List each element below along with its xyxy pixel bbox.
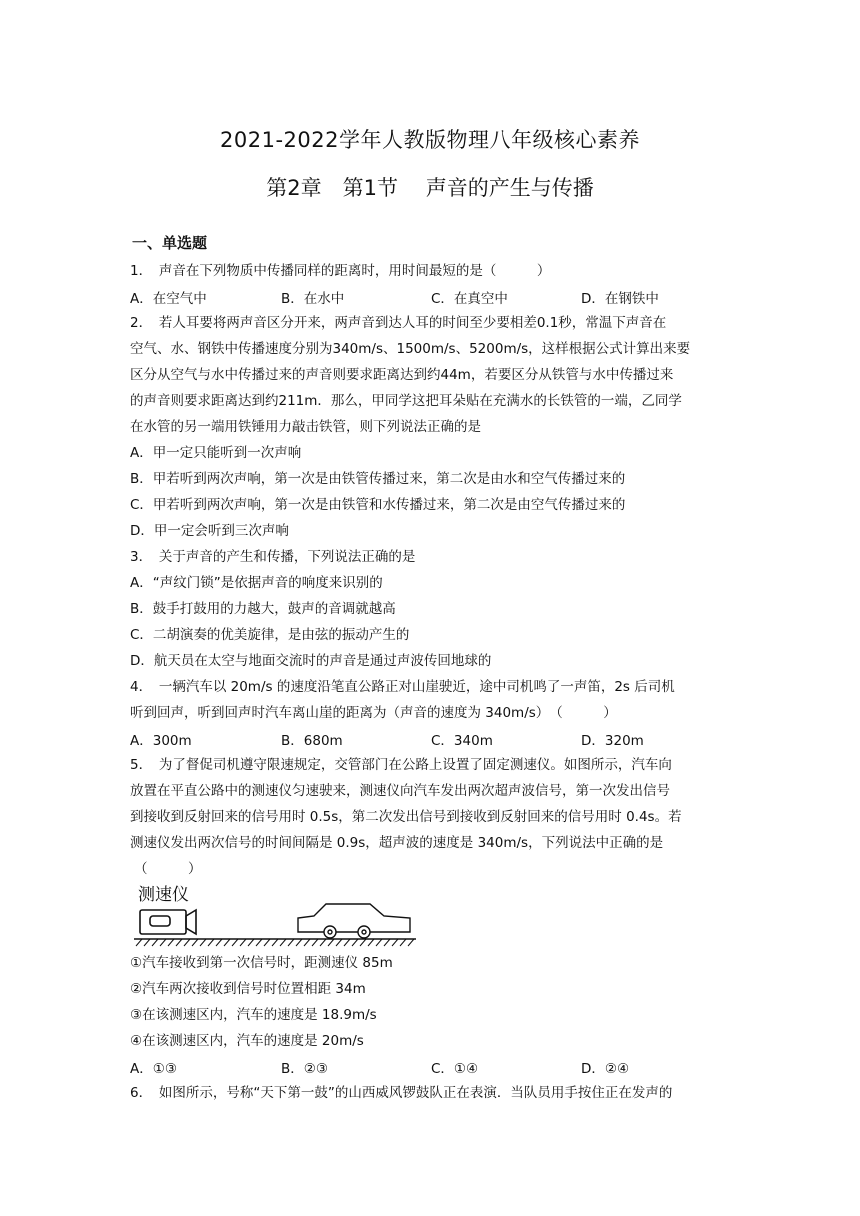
question-5-statement-2: ②汽车两次接收到信号时位置相距 34m xyxy=(130,981,366,997)
question-4-line-2: 听到回声，听到回声时汽车离山崖的距离为（声音的速度为 340m/s） （ ） xyxy=(130,705,617,721)
speed-camera-diagram xyxy=(134,880,424,952)
question-2-option-b: B．甲若听到两次声响，第一次是由铁管传播过来，第二次是由水和空气传播过来的 xyxy=(130,471,626,487)
question-2-option-a: A．甲一定只能听到一次声响 xyxy=(130,445,302,461)
document-title: 2021-2022学年人教版物理八年级核心素养 xyxy=(220,128,640,152)
question-5-statement-4: ④在该测速区内，汽车的速度是 20m/s xyxy=(130,1033,364,1049)
road-ground xyxy=(134,939,416,946)
question-5-statement-3: ③在该测速区内，汽车的速度是 18.9m/s xyxy=(130,1007,377,1023)
question-1-option-d: D．在钢铁中 xyxy=(581,291,659,307)
document-subtitle: 第2章 第1节 声音的产生与传播 xyxy=(266,176,594,200)
question-5-statement-1: ①汽车接收到第一次信号时，距测速仪 85m xyxy=(130,955,393,971)
question-5-line-2: 放置在平直公路中的测速仪匀速驶来，测速仪向汽车发出两次超声波信号，第一次发出信号 xyxy=(130,783,670,799)
question-2-line-1: 2． 若人耳要将两声音区分开来，两声音到达人耳的时间至少要相差0.1秒，常温下声音在 xyxy=(130,315,667,331)
question-3-option-d: D．航天员在太空与地面交流时的声音是通过声波传回地球的 xyxy=(130,653,492,669)
question-5-line-1: 5． 为了督促司机遵守限速规定，交管部门在公路上设置了固定测速仪。如图所示，汽车向 xyxy=(130,757,672,773)
question-1-option-c: C．在真空中 xyxy=(431,291,508,307)
car-icon xyxy=(298,904,410,938)
question-4-line-1: 4． 一辆汽车以 20m/s 的速度沿笔直公路正对山崖驶近，途中司机鸣了一声笛，2s 后司机 xyxy=(130,679,675,695)
question-2-option-c: C．甲若听到两次声响，第一次是由铁管和水传播过来，第二次是由空气传播过来的 xyxy=(130,497,626,513)
question-5-option-a: A．①③ xyxy=(130,1061,177,1077)
question-1-stem: 1． 声音在下列物质中传播同样的距离时，用时间最短的是（ ） xyxy=(130,263,551,279)
question-1-option-b: B．在水中 xyxy=(281,291,345,307)
question-5-option-c: C．①④ xyxy=(431,1061,479,1077)
question-5-line-5: （ ） xyxy=(134,861,202,877)
question-2-option-d: D．甲一定会听到三次声响 xyxy=(130,523,289,539)
question-4-option-c: C．340m xyxy=(431,733,493,749)
question-4-option-d: D．320m xyxy=(581,733,644,749)
question-1-option-a: A．在空气中 xyxy=(130,291,207,307)
question-4-option-b: B．680m xyxy=(281,733,343,749)
question-2-line-5: 在水管的另一端用铁锤用力敲击铁管，则下列说法正确的是 xyxy=(130,419,481,435)
question-2-line-2: 空气、水、钢铁中传播速度分别为340m/s、1500m/s、5200m/s，这样根据公式计算出来要 xyxy=(130,341,691,357)
question-4-option-a: A．300m xyxy=(130,733,192,749)
question-5-option-d: D．②④ xyxy=(581,1061,630,1077)
question-5-line-3: 到接收到反射回来的信号用时 0.5s，第二次发出信号到接收到反射回来的信号用时 0.4s。若 xyxy=(130,809,682,825)
question-2-line-4: 的声音则要求距离达到约211m．那么，甲同学这把耳朵贴在充满水的长铁管的一端，乙同学 xyxy=(130,393,682,409)
question-3-option-a: A．“声纹门锁”是依据声音的响度来识别的 xyxy=(130,575,383,591)
question-3-option-c: C．二胡演奏的优美旋律，是由弦的振动产生的 xyxy=(130,627,410,643)
question-5-line-4: 测速仪发出两次信号的时间间隔是 0.9s，超声波的速度是 340m/s，下列说法中正确的是 xyxy=(130,835,664,851)
section-heading: 一、单选题 xyxy=(132,234,208,252)
speed-camera-icon xyxy=(140,910,196,934)
speed-camera-label: 测速仪 xyxy=(138,885,189,905)
question-3-option-b: B．鼓手打鼓用的力越大，鼓声的音调就越高 xyxy=(130,601,396,617)
question-5-option-b: B．②③ xyxy=(281,1061,328,1077)
question-2-line-3: 区分从空气与水中传播过来的声音则要求距离达到约44m，若要区分从铁管与水中传播过来 xyxy=(130,367,674,383)
question-6-stem: 6． 如图所示，号称“天下第一鼓”的山西威风锣鼓队正在表演．当队员用手按住正在发声的 xyxy=(130,1085,673,1101)
question-3-stem: 3． 关于声音的产生和传播，下列说法正确的是 xyxy=(130,549,416,565)
